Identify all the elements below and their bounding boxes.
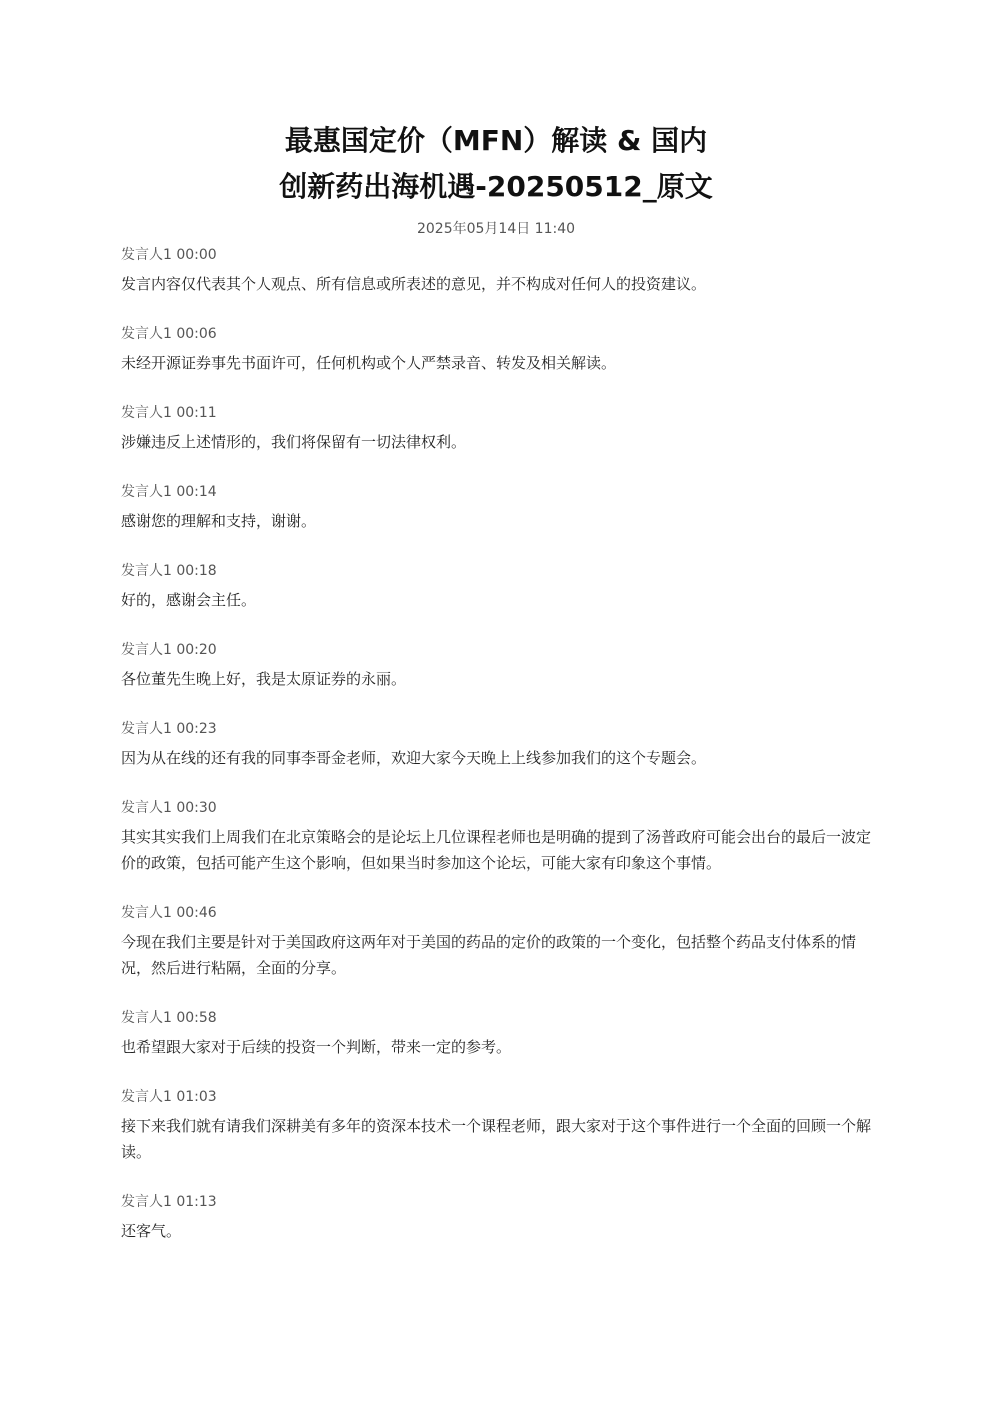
utterance-text: 涉嫌违反上述情形的，我们将保留有一切法律权利。: [121, 433, 467, 451]
speaker-timestamp: 发言人1 00:30: [121, 800, 217, 816]
transcript-entry: [121, 245, 873, 297]
speaker-timestamp: 发言人1 00:20: [121, 642, 217, 658]
transcript-entry: [121, 798, 873, 876]
utterance-text: 也希望跟大家对于后续的投资一个判断，带来一定的参考。: [121, 1038, 512, 1056]
utterance-text: 因为从在线的还有我的同事李哥金老师，欢迎大家今天晚上上线参加我们的这个专题会。: [121, 749, 707, 767]
title-line-1: 最惠国定价（MFN）解读 & 国内: [284, 124, 708, 157]
speaker-timestamp: 发言人1 00:00: [121, 247, 217, 263]
speaker-timestamp: 发言人1 00:14: [121, 484, 217, 500]
utterance-text: 接下来我们就有请我们深耕美有多年的资深本技术一个课程老师，跟大家对于这个事件进行一个全面的回顾一个解读。: [121, 1117, 872, 1161]
transcript-entry: [121, 561, 873, 613]
speaker-timestamp: 发言人1 01:13: [121, 1194, 217, 1210]
transcript-entry: [121, 719, 873, 771]
transcript-entry: [121, 324, 873, 376]
transcript-entry: [121, 1008, 873, 1060]
transcript-entry: [121, 640, 873, 692]
document-title: [120, 118, 872, 210]
speaker-timestamp: 发言人1 00:23: [121, 721, 217, 737]
speaker-timestamp: 发言人1 00:11: [121, 405, 217, 421]
utterance-text: 发言内容仅代表其个人观点、所有信息或所表述的意见，并不构成对任何人的投资建议。: [121, 275, 707, 293]
transcript: [121, 245, 873, 1271]
transcript-entry: [121, 1087, 873, 1165]
transcript-entry: [121, 482, 873, 534]
speaker-timestamp: 发言人1 00:46: [121, 905, 217, 921]
speaker-timestamp: 发言人1 00:58: [121, 1010, 217, 1026]
transcript-entry: [121, 1192, 873, 1244]
title-line-2: 创新药出海机遇-20250512_原文: [279, 170, 713, 203]
transcript-entry: [121, 403, 873, 455]
utterance-text: 各位董先生晚上好，我是太原证券的永丽。: [121, 670, 407, 688]
speaker-timestamp: 发言人1 01:03: [121, 1089, 217, 1105]
speaker-timestamp: 发言人1 00:18: [121, 563, 217, 579]
utterance-text: 好的，感谢会主任。: [121, 591, 257, 609]
transcript-entry: [121, 903, 873, 981]
utterance-text: 今现在我们主要是针对于美国政府这两年对于美国的药品的定价的政策的一个变化，包括整个药品支付体系的情况，然后进行粘隔，全面的分享。: [121, 933, 857, 977]
speaker-timestamp: 发言人1 00:06: [121, 326, 217, 342]
utterance-text: 还客气。: [121, 1222, 182, 1240]
utterance-text: 其实其实我们上周我们在北京策略会的是论坛上几位课程老师也是明确的提到了汤普政府可能会出台的最后一波定价的政策，包括可能产生这个影响，但如果当时参加这个论坛，可能大家有印象这个事情。: [121, 828, 872, 872]
document-date: 2025年05月14日 11:40: [416, 221, 576, 237]
utterance-text: 感谢您的理解和支持，谢谢。: [121, 512, 317, 530]
utterance-text: 未经开源证券事先书面许可，任何机构或个人严禁录音、转发及相关解读。: [121, 354, 617, 372]
